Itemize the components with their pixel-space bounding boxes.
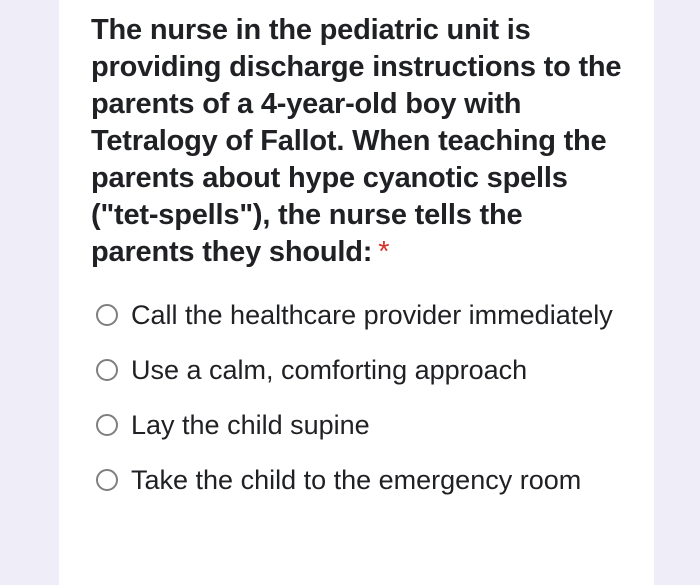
option-lay-supine[interactable] bbox=[91, 407, 626, 444]
options-group bbox=[91, 297, 626, 499]
option-emergency-room[interactable] bbox=[91, 462, 626, 499]
radio-button-icon[interactable] bbox=[96, 304, 118, 326]
option-calm-approach[interactable] bbox=[91, 352, 626, 389]
option-label: Lay the child supine bbox=[131, 410, 370, 440]
required-asterisk: * bbox=[378, 236, 390, 268]
option-label: Use a calm, comforting approach bbox=[131, 355, 528, 385]
option-label: Take the child to the emergency room bbox=[131, 465, 582, 495]
radio-button-icon[interactable] bbox=[96, 414, 118, 436]
question-label: The nurse in the pediatric unit is providing discharge instructions to the parents of a 4-year-old boy with Tetralogy of Fallot. When teaching the parents about hype cyanotic spells ("tet-spells"), the nurse tells the parents they should: bbox=[91, 14, 622, 268]
option-label: Call the healthcare provider immediately bbox=[131, 300, 613, 330]
option-call-provider[interactable] bbox=[91, 297, 626, 334]
question-text bbox=[91, 12, 626, 271]
question-card bbox=[59, 0, 654, 585]
radio-button-icon[interactable] bbox=[96, 359, 118, 381]
radio-button-icon[interactable] bbox=[96, 469, 118, 491]
